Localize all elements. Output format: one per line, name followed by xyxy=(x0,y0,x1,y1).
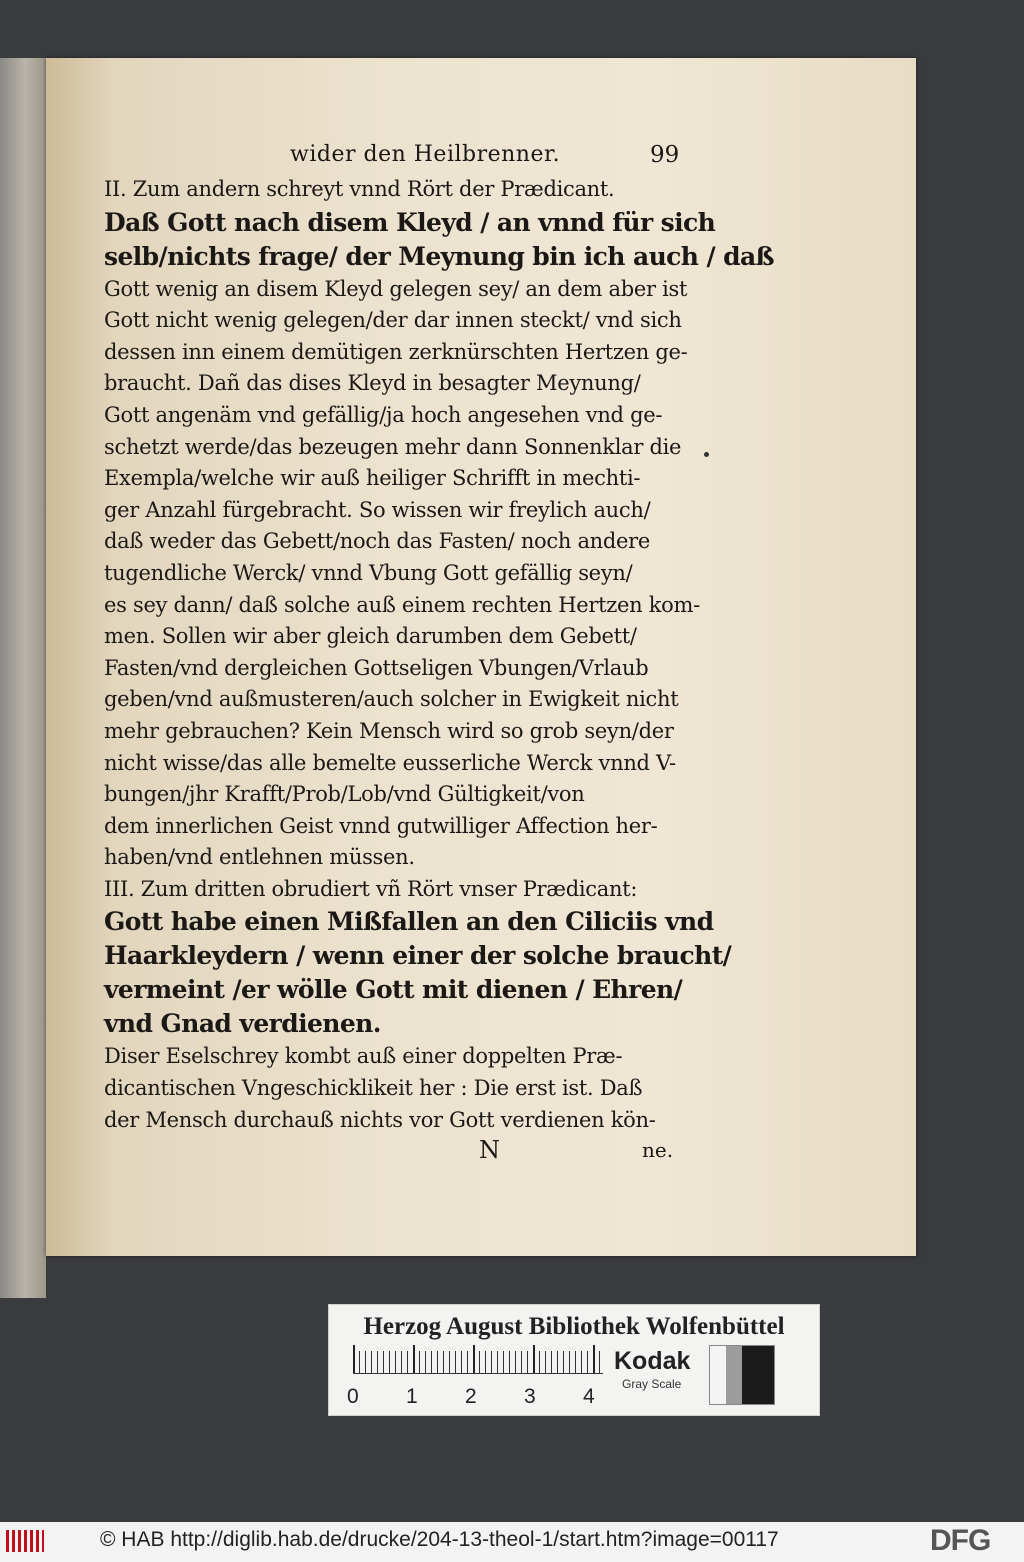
text-line: Gott angenäm vnd gefällig/ja hoch angesehen vnd ge- xyxy=(104,402,663,427)
scale-ruler-major-ticks xyxy=(353,1345,603,1373)
scale-digit: 2 xyxy=(465,1385,477,1408)
book-binding-edge xyxy=(0,58,46,1298)
gray-scale-label: Gray Scale xyxy=(622,1377,682,1391)
text-line: Daß Gott nach disem Kleyd / an vnnd für sich xyxy=(104,207,716,237)
text-line: ger Anzahl fürgebracht. So wissen wir freylich auch/ xyxy=(104,497,651,522)
barcode-logo-icon xyxy=(6,1530,44,1552)
scale-digit: 4 xyxy=(583,1385,595,1408)
library-name: Herzog August Bibliothek Wolfenbüttel xyxy=(363,1313,785,1340)
catchword: ne. xyxy=(642,1138,674,1163)
text-line: es sey dann/ daß solche auß einem rechten Hertzen kom- xyxy=(104,592,700,617)
library-label xyxy=(328,1304,820,1416)
credit-link[interactable]: © HAB http://diglib.hab.de/drucke/204-13-theol-1/start.htm?image=00117 xyxy=(100,1528,779,1551)
dfg-logo: DFG xyxy=(930,1524,991,1557)
text-line: Gott nicht wenig gelegen/der dar innen steckt/ vnd sich xyxy=(104,308,682,333)
text-line: der Mensch durchauß nichts vor Gott verdienen kön- xyxy=(104,1107,656,1132)
text-line: Diser Eselschrey kombt auß einer doppelten Præ- xyxy=(104,1044,623,1069)
text-line: men. Sollen wir aber gleich darumben dem Gebett/ xyxy=(104,624,637,649)
scale-digits xyxy=(347,1385,617,1409)
running-head: wider den Heilbrenner. xyxy=(290,142,561,167)
text-line: daß weder das Gebett/noch das Fasten/ noch andere xyxy=(104,529,651,554)
footer-bar xyxy=(0,1522,1024,1562)
text-line: II. Zum andern schreyt vnnd Rört der Prædicant. xyxy=(104,177,615,201)
kodak-brand: Kodak xyxy=(614,1347,691,1375)
scale-digit: 1 xyxy=(406,1385,418,1408)
text-line: tugendliche Werck/ vnnd Vbung Gott gefällig seyn/ xyxy=(104,560,633,585)
text-line: dessen inn einem demütigen zerknürschten Hertzen ge- xyxy=(104,339,688,364)
text-block xyxy=(104,174,774,1166)
text-line: Gott wenig an disem Kleyd gelegen sey/ an dem aber ist xyxy=(104,276,688,301)
text-line: Haarkleydern / wenn einer der solche braucht/ xyxy=(104,941,732,971)
text-line: nicht wisse/das alle bemelte eusserliche Werck vnnd V- xyxy=(104,750,676,775)
text-line: braucht. Dañ das dises Kleyd in besagter Meynung/ xyxy=(104,371,641,396)
gray-scale-swatch xyxy=(709,1345,775,1405)
scale-digit: 3 xyxy=(524,1385,536,1408)
text-line: dicantischen Vngeschicklikeit her : Die erst ist. Daß xyxy=(104,1076,643,1101)
text-line: Exempla/welche wir auß heiliger Schrifft in mechti- xyxy=(104,466,641,491)
signature-row xyxy=(104,1136,694,1166)
text-line: III. Zum dritten obrudiert vñ Rört vnser Prædicant: xyxy=(104,876,638,901)
text-line: vnd Gnad verdienen. xyxy=(104,1009,381,1039)
text-line: Fasten/vnd dergleichen Gottseligen Vbungen/Vrlaub xyxy=(104,655,649,680)
text-line: dem innerlichen Geist vnnd gutwilliger Affection her- xyxy=(104,813,658,838)
text-line: schetzt werde/das bezeugen mehr dann Sonnenklar die xyxy=(104,434,682,459)
text-line: mehr gebrauchen? Kein Mensch wird so grob seyn/der xyxy=(104,718,674,743)
text-line: bungen/jhr Krafft/Prob/Lob/vnd Gültigkeit/von xyxy=(104,782,585,807)
text-line: Gott habe einen Mißfallen an den Ciliciis vnd xyxy=(104,907,714,937)
margin-dot xyxy=(704,452,709,457)
signature-mark: N xyxy=(479,1136,500,1165)
text-line: vermeint /er wölle Gott mit dienen / Ehren/ xyxy=(104,975,683,1005)
text-line: selb/nichts frage/ der Meynung bin ich auch / daß xyxy=(104,241,774,271)
scale-digit: 0 xyxy=(347,1385,359,1408)
page-number: 99 xyxy=(650,142,680,168)
text-line: geben/vnd außmusteren/auch solcher in Ewigkeit nicht xyxy=(104,687,679,712)
text-line: haben/vnd entlehnen müssen. xyxy=(104,845,415,870)
